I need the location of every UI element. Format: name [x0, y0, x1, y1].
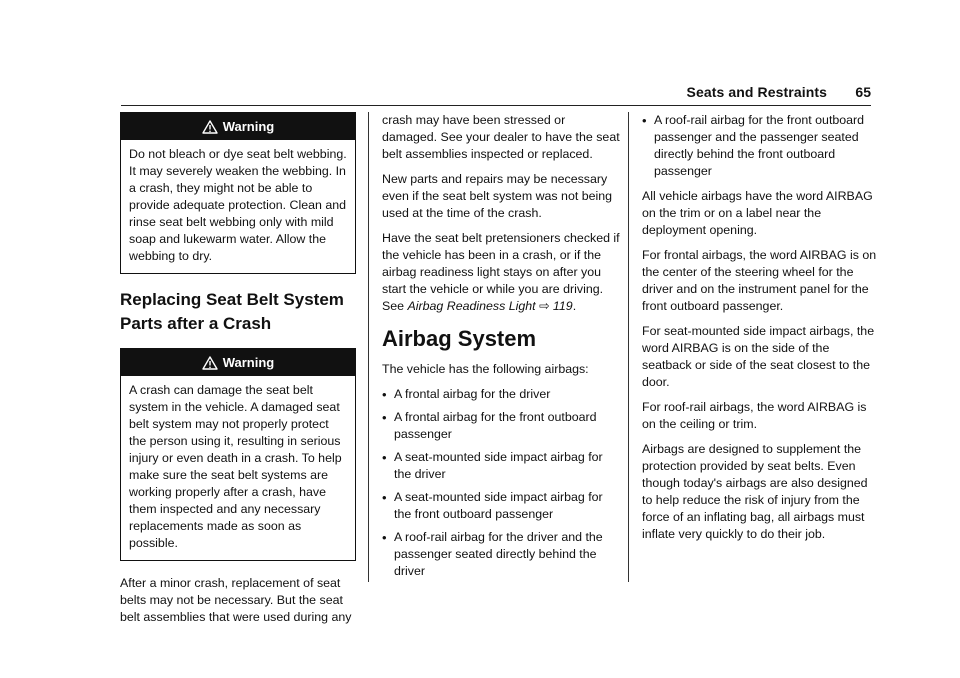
paragraph: For frontal airbags, the word AIRBAG is on the center of the steering wheel for the driver and on the instrument panel for the front outboard passenger.	[642, 248, 877, 313]
paragraph: The vehicle has the following airbags:	[382, 362, 589, 376]
paragraph: After a minor crash, replacement of seat belts may not be necessary. But the seat belt assemblies that were used during any	[120, 576, 352, 624]
cross-reference-link[interactable]: Airbag Readiness Light	[407, 299, 536, 313]
warning-header	[121, 113, 355, 140]
paragraph: Airbags are designed to supplement the protection provided by seat belts. Even though today's airbags are also designed to help reduce the risk of injury from the force of an inflating bag, all airbags must inflate very quickly to do their job.	[642, 442, 868, 541]
paragraph: All vehicle airbags have the word AIRBAG on the trim or on a label near the deployment opening.	[642, 189, 873, 237]
list-item: • A seat-mounted side impact airbag for the front outboard passenger	[382, 489, 620, 523]
list-item: • A seat-mounted side impact airbag for the driver	[382, 449, 620, 483]
column-divider	[628, 112, 629, 582]
list-item: • A roof-rail airbag for the front outboard passenger and the passenger seated directly behind the front outboard passenger	[642, 112, 878, 180]
warning-triangle-icon	[202, 120, 218, 134]
warning-box	[120, 112, 356, 274]
warning-title: Warning	[222, 119, 275, 134]
column-divider	[368, 112, 369, 582]
column-2	[382, 112, 620, 588]
list-item: • A frontal airbag for the front outboard passenger	[382, 409, 620, 443]
column-1	[120, 112, 356, 634]
list-item: • A roof-rail airbag for the driver and the passenger seated directly behind the driver	[382, 529, 620, 580]
warning-text: A crash can damage the seat belt system in the vehicle. A damaged seat belt system may not properly protect the person using it, resulting in serious injury or even death in a crash. To help make sure the seat belt systems are working properly after a crash, have them inspected and any necessary replacements made as soon as possible.	[129, 383, 342, 550]
cross-reference-page[interactable]: 119	[552, 299, 573, 313]
section-heading: Airbag System	[382, 326, 537, 351]
bullet-list	[642, 112, 878, 180]
page-arrow-icon: ⇨	[539, 299, 550, 313]
column-3	[642, 112, 878, 551]
warning-triangle-icon	[202, 356, 218, 370]
bullet-list	[382, 386, 620, 580]
section-heading: Replacing Seat Belt System Parts after a Crash	[120, 290, 344, 333]
warning-header	[121, 349, 355, 376]
paragraph: Have the seat belt pretensioners checked if the vehicle has been in a crash, or if the airbag readiness light stays on after you start the vehicle or while you are driving. See Airbag Readiness Light ⇨ 119.	[382, 231, 620, 313]
paragraph: New parts and repairs may be necessary even if the seat belt system was not being used at the time of the crash.	[382, 172, 613, 220]
warning-title: Warning	[222, 355, 275, 370]
paragraph: For roof-rail airbags, the word AIRBAG is on the ceiling or trim.	[642, 400, 867, 431]
page-header	[121, 82, 871, 106]
paragraph: crash may have been stressed or damaged. See your dealer to have the seat belt assemblies inspected or replaced.	[382, 113, 620, 161]
list-item: • A frontal airbag for the driver	[382, 386, 620, 403]
paragraph: For seat-mounted side impact airbags, the word AIRBAG is on the side of the seatback or side of the seat closest to the door.	[642, 324, 875, 389]
section-title: Seats and Restraints	[686, 84, 827, 100]
warning-box	[120, 348, 356, 561]
page-number: 65	[855, 84, 871, 100]
warning-text: Do not bleach or dye seat belt webbing. It may severely weaken the webbing. In a crash, they might not be able to provide adequate protection. Clean and rinse seat belt webbing only with mild soap and lukewarm water. Allow the webbing to dry.	[129, 147, 347, 263]
